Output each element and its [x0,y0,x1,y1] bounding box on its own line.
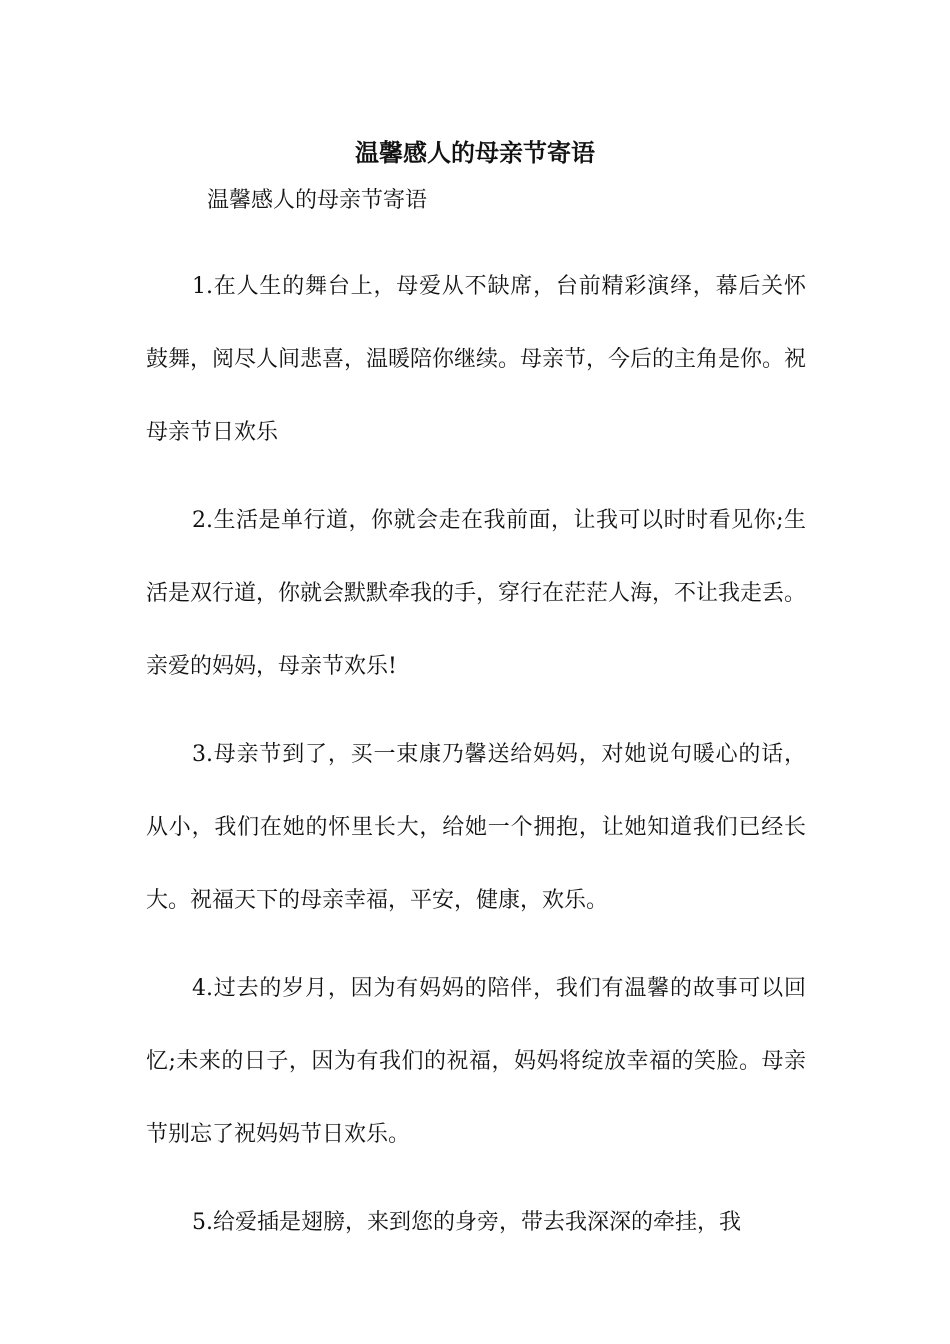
paragraph-5: 5.给爱插是翅膀，来到您的身旁，带去我深深的牵挂，我 [192,1210,741,1235]
document-subtitle: 温馨感人的母亲节寄语 [207,188,428,213]
paragraph-4: 4.过去的岁月，因为有妈妈的陪伴，我们有温馨的故事可以回忆;未来的日子，因为有我们的祝福，妈妈将绽放幸福的笑脸。母亲节别忘了祝妈妈节日欢乐。 [146,976,806,1147]
document-title: 温馨感人的母亲节寄语 [355,138,595,167]
paragraph-2: 2.生活是单行道，你就会走在我前面，让我可以时时看见你;生活是双行道，你就会默默牵我的手，穿行在茫茫人海，不让我走丢。亲爱的妈妈，母亲节欢乐! [146,508,807,679]
paragraph-1: 1.在人生的舞台上，母爱从不缺席，台前精彩演绎，幕后关怀鼓舞，阅尽人间悲喜，温暖陪你继续。母亲节，今后的主角是你。祝母亲节日欢乐 [146,274,807,445]
paragraph-3: 3.母亲节到了，买一束康乃馨送给妈妈，对她说句暖心的话，从小，我们在她的怀里长大，给她一个拥抱，让她知道我们已经长大。祝福天下的母亲幸福，平安，健康，欢乐。 [146,742,806,913]
document-body [146,250,806,1274]
